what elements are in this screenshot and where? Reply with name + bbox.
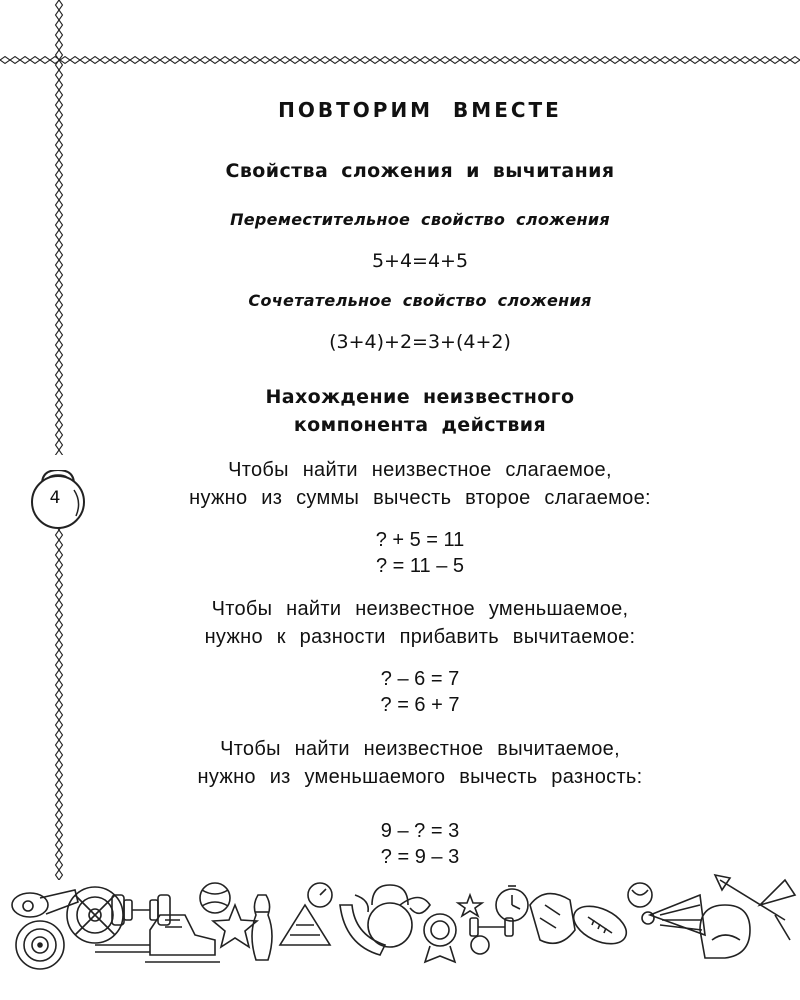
star-icon	[280, 905, 330, 945]
star-icon	[458, 895, 482, 916]
rule-subtrahend-line1: Чтобы найти неизвестное вычитаемое,	[220, 738, 620, 760]
rule-minuend-line1: Чтобы найти неизвестное уменьшаемое,	[211, 598, 629, 620]
ball-icon	[628, 883, 652, 907]
stopwatch-icon	[308, 883, 332, 907]
star-icon	[213, 905, 257, 947]
dumbbell-icon	[112, 895, 170, 925]
bowling-pin-icon	[252, 895, 272, 960]
rule-minuend-equation: ? – 6 = 7	[380, 668, 460, 690]
page-title: ПОВТОРИМ ВМЕСТЕ	[278, 98, 562, 122]
football-icon	[568, 899, 632, 952]
rule-minuend-solution: ? = 6 + 7	[380, 694, 460, 716]
ball-icon	[400, 898, 430, 914]
boxing-glove-icon	[700, 905, 750, 958]
rule-subtrahend-equation: 9 – ? = 3	[380, 820, 460, 842]
skate-icon	[145, 915, 220, 962]
skate-icon	[530, 894, 575, 944]
dart-icon	[715, 875, 795, 940]
section-heading-properties: Свойства сложения и вычитания	[225, 160, 615, 182]
page-number: 4	[49, 488, 61, 508]
commutative-formula: 5+4=4+5	[371, 250, 469, 272]
rule-subtrahend-solution: ? = 9 – 3	[380, 846, 460, 868]
top-chain-border	[0, 55, 800, 65]
rule-subtrahend-line2: нужно из уменьшаемого вычесть разность:	[197, 766, 643, 788]
rule-addend-line2: нужно из суммы вычесть второе слагаемое:	[189, 487, 651, 509]
commutative-property-label: Переместительное свойство сложения	[230, 210, 610, 229]
ball-icon	[95, 883, 230, 952]
rule-minuend-line2: нужно к разности прибавить вычитаемое:	[204, 626, 636, 648]
left-chain-border-lower	[54, 528, 64, 880]
whistle-icon	[12, 890, 78, 917]
target-icon	[16, 921, 64, 969]
associative-formula: (3+4)+2=3+(4+2)	[329, 331, 511, 353]
kettlebell-icon	[368, 885, 412, 947]
section-heading-unknown-line1: Нахождение неизвестного	[265, 386, 575, 408]
left-chain-border-upper	[54, 0, 64, 455]
stopwatch-icon	[496, 886, 528, 921]
dumbbell-icon	[470, 918, 513, 954]
footer-doodles	[12, 875, 795, 969]
boomerang-icon	[340, 895, 385, 955]
associative-property-label: Сочетательное свойство сложения	[248, 291, 592, 310]
rule-addend-equation: ? + 5 = 11	[375, 529, 465, 551]
page-number-badge	[22, 470, 92, 530]
rule-addend-line1: Чтобы найти неизвестное слагаемое,	[228, 459, 612, 481]
rule-addend-solution: ? = 11 – 5	[375, 555, 465, 577]
section-heading-unknown-line2: компонента действия	[293, 414, 547, 436]
shuttlecock-icon	[642, 895, 705, 935]
medal-icon	[424, 914, 456, 962]
